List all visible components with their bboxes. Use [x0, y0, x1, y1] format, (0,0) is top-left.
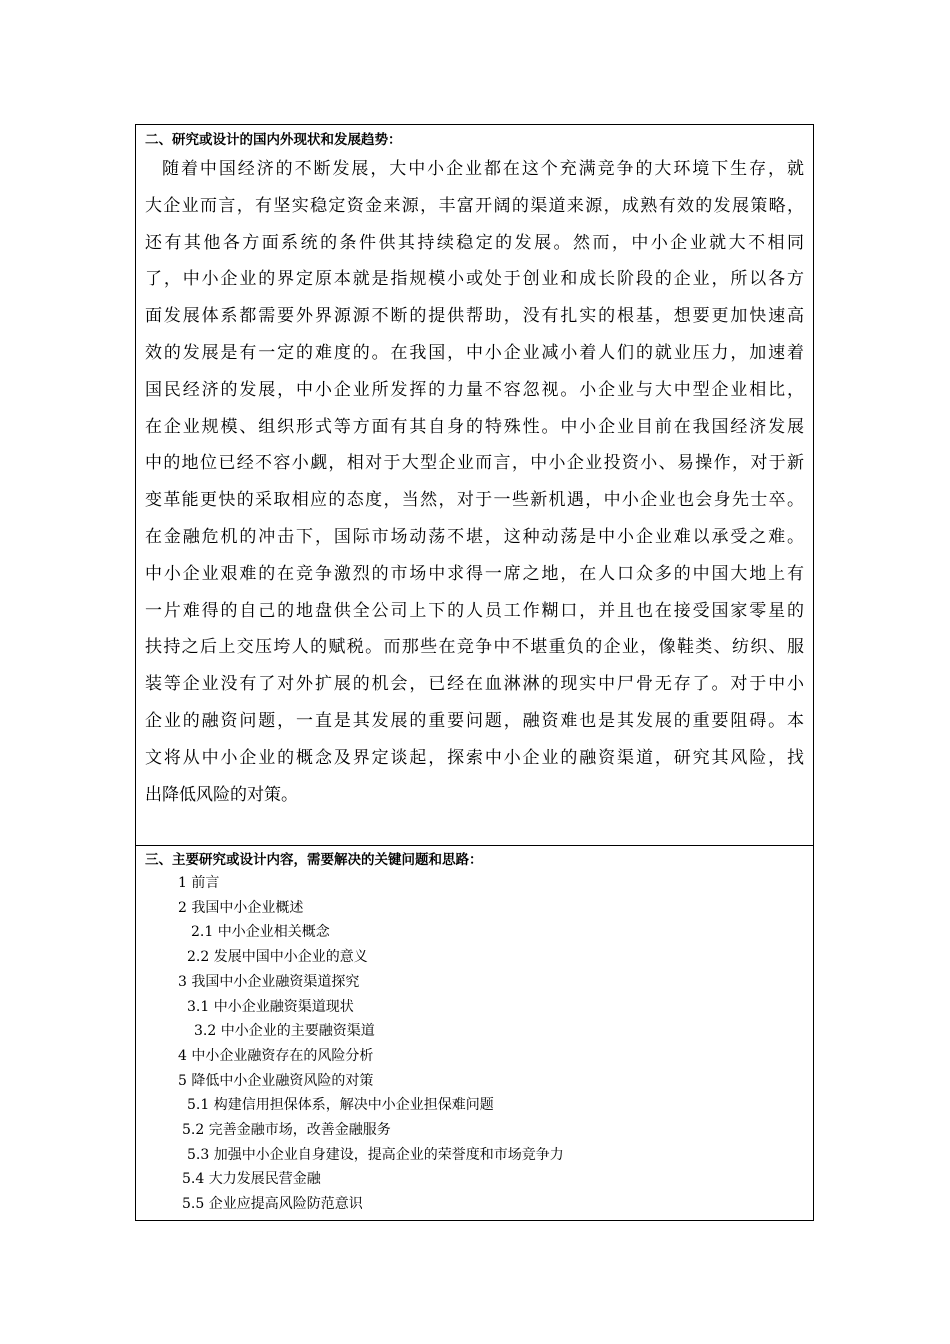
- outline-item: 5.4 大力发展民营金融: [182, 1171, 321, 1188]
- outline-item: 3 我国中小企业融资渠道探究: [178, 973, 360, 990]
- outline-list: [145, 871, 804, 1217]
- paragraph-line: 面发展体系都需要外界源源不断的提供帮助，没有扎实的根基，想要更加快速高: [145, 306, 804, 327]
- paragraph-line: 随着中国经济的不断发展，大中小企业都在这个充满竞争的大环境下生存，就: [162, 159, 804, 179]
- form-table: [135, 124, 814, 1221]
- paragraph-line: 还有其他各方面系统的条件供其持续稳定的发展。然而，中小企业就大不相同: [145, 232, 804, 253]
- paragraph-line: 一片难得的自己的地盘供全公司上下的人员工作糊口，并且也在接受国家零星的: [145, 600, 804, 621]
- paragraph-line: 中的地位已经不容小觑，相对于大型企业而言，中小企业投资小、易操作，对于新: [145, 453, 804, 474]
- section-heading: 二、研究或设计的国内外现状和发展趋势：: [145, 132, 402, 148]
- paragraph-line: 变革能更快的采取相应的态度，当然，对于一些新机遇，中小企业也会身先士卒。: [145, 490, 804, 511]
- paragraph-line: 大企业而言，有坚实稳定资金来源，丰富开阔的渠道来源，成熟有效的发展策略，: [145, 195, 804, 216]
- outline-item: 3.1 中小企业融资渠道现状: [187, 998, 354, 1015]
- research-content-cell: [136, 846, 813, 1220]
- outline-item: 4 中小企业融资存在的风险分析: [178, 1047, 374, 1064]
- paragraph-line: 出降低风险的对策。: [145, 784, 298, 805]
- paragraph-line: 在企业规模、组织形式等方面有其自身的特殊性。中小企业目前在我国经济发展: [145, 416, 804, 437]
- body-paragraph: [145, 151, 804, 813]
- paragraph-line: 扶持之后上交压垮人的赋税。而那些在竞争中不堪重负的企业，像鞋类、纺织、服: [145, 637, 804, 658]
- status-and-trends-cell: [136, 125, 813, 846]
- outline-item: 5.1 构建信用担保体系，解决中小企业担保难问题: [187, 1097, 494, 1114]
- outline-item: 5.2 完善金融市场，改善金融服务: [182, 1122, 391, 1139]
- paragraph-line: 国民经济的发展，中小企业所发挥的力量不容忽视。小企业与大中型企业相比，: [145, 379, 804, 400]
- outline-item: 2.1 中小企业相关概念: [191, 924, 330, 941]
- outline-item: 1 前言: [178, 875, 220, 891]
- outline-item: 5.5 企业应提高风险防范意识: [182, 1196, 363, 1213]
- paragraph-line: 在金融危机的冲击下，国际市场动荡不堪，这种动荡是中小企业难以承受之难。: [145, 526, 804, 547]
- outline-item: 5.3 加强中小企业自身建设，提高企业的荣誉度和市场竞争力: [187, 1146, 564, 1163]
- paragraph-line: 装等企业没有了对外扩展的机会，已经在血淋淋的现实中尸骨无存了。对于中小: [145, 674, 804, 695]
- paragraph-line: 效的发展是有一定的难度的。在我国，中小企业减小着人们的就业压力，加速着: [145, 342, 804, 363]
- paragraph-line: 文将从中小企业的概念及界定谈起，探索中小企业的融资渠道，研究其风险，找: [145, 747, 804, 768]
- paragraph-line: 中小企业艰难的在竞争激烈的市场中求得一席之地，在人口众多的中国大地上有: [145, 563, 804, 584]
- outline-item: 2.2 发展中国中小企业的意义: [187, 949, 368, 966]
- outline-item: 3.2 中小企业的主要融资渠道: [194, 1023, 375, 1040]
- outline-item: 5 降低中小企业融资风险的对策: [178, 1072, 374, 1089]
- paragraph-line: 企业的融资问题，一直是其发展的重要问题，融资难也是其发展的重要阻碍。本: [145, 710, 804, 731]
- section-heading: 三、主要研究或设计内容，需要解决的关键问题和思路：: [145, 852, 483, 868]
- paragraph-line: 了，中小企业的界定原本就是指规模小或处于创业和成长阶段的企业，所以各方: [145, 269, 804, 290]
- outline-item: 2 我国中小企业概述: [178, 899, 304, 916]
